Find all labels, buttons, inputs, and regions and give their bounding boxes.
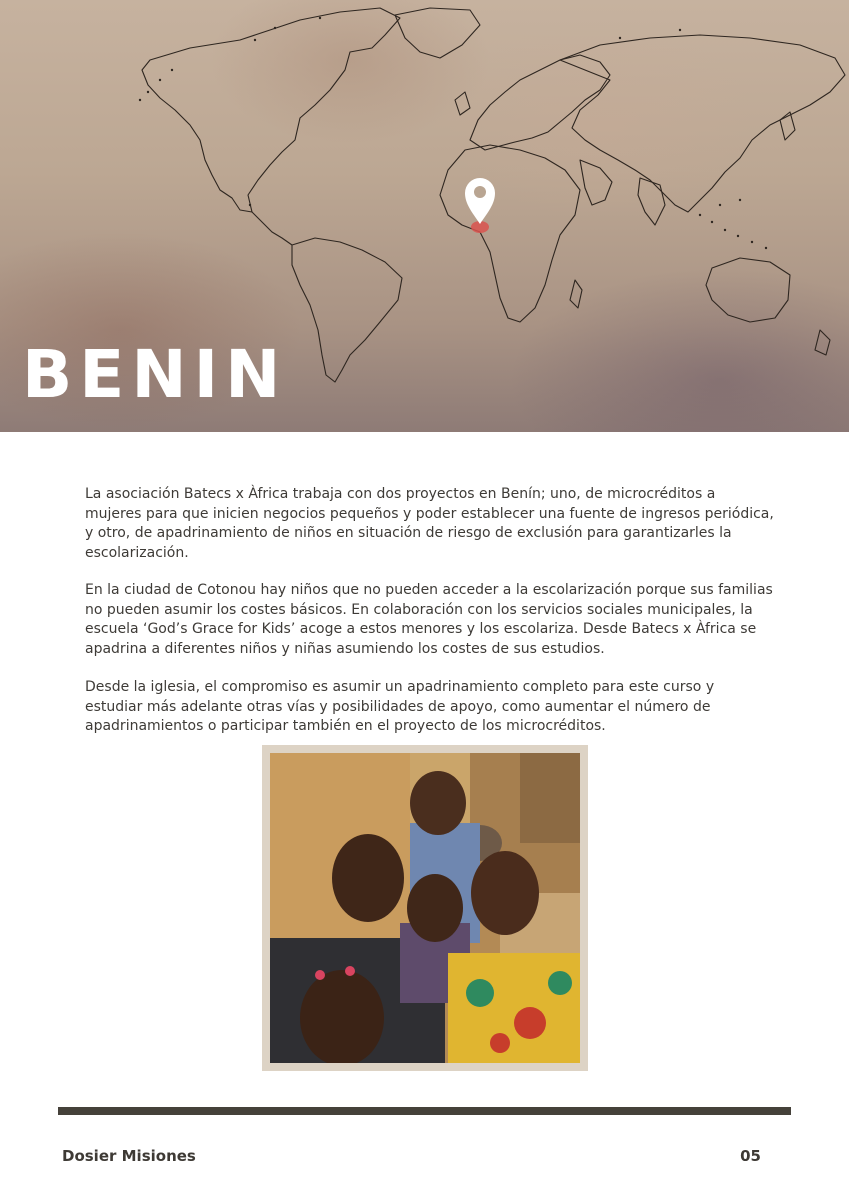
footer-divider <box>58 1107 791 1115</box>
church-commitment-paragraph: Desde la iglesia, el compromiso es asumir un apadrinamiento completo para este curso y estudiar más adelante otras vías y posibilidades de apoyo, como aumentar el número de apadrinamientos o participar también en el proyecto de los microcréditos. <box>85 679 715 734</box>
page-number: 05 <box>740 1147 761 1165</box>
footer-document-title: Dosier Misiones <box>62 1147 196 1165</box>
school-paragraph: En la ciudad de Cotonou hay niños que no pueden acceder a la escolarización porque sus familias no pueden asumir los costes básicos. En colaboración con los servicios sociales municipales, la escuela ‘God’s Grace for Kids’ acoge a estos menores y los escolariza. Desde Batecs x Àfrica se apadrina a diferentes niños y niñas asumiendo los costes de sus estudios. <box>85 582 773 657</box>
intro-paragraph: La asociación Batecs x Àfrica trabaja con dos proyectos en Benín; uno, de microcréditos a mujeres para que inicien negocios pequeños y poder establecer una fuente de ingresos periódica, y otro, de apadrinamiento de niños en situación de riesgo de exclusión para garantizarles la escolarización. <box>85 486 774 561</box>
hero-banner <box>0 0 849 432</box>
children-photo <box>262 745 588 1071</box>
page-title: BENIN <box>22 336 288 413</box>
children-photo-image <box>270 753 580 1063</box>
